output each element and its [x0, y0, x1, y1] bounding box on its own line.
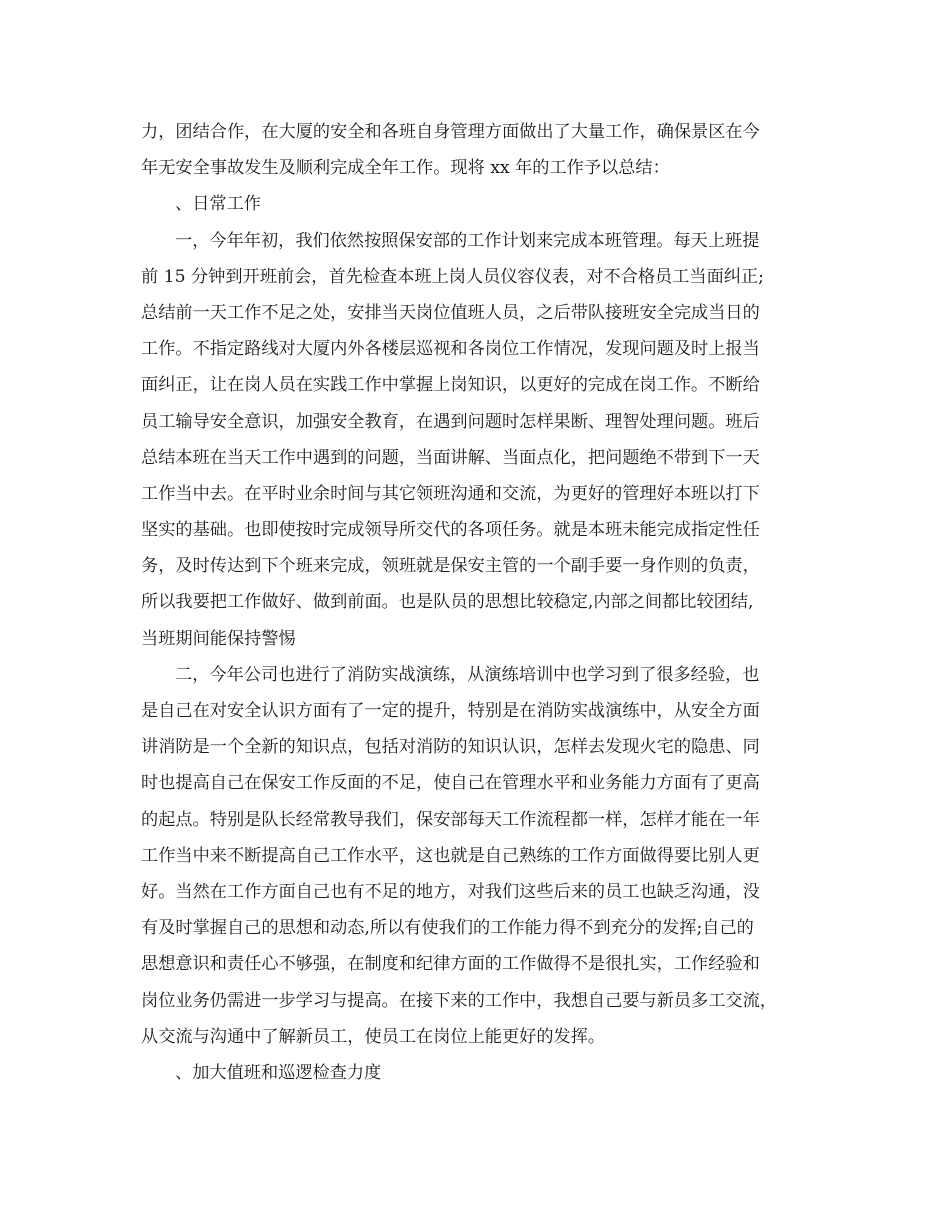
- text-line: 员工输导安全意识，加强安全教育，在遇到问题时怎样果断、理智处理问题。班后: [141, 411, 760, 432]
- paragraph-intro: [141, 114, 811, 186]
- text-line: 讲消防是一个全新的知识点，包括对消防的知识认识，怎样去发现火宅的隐患、同: [141, 737, 760, 758]
- paragraph-point-two: [141, 657, 811, 1055]
- paragraph-heading-daily: [141, 186, 811, 222]
- text-line: 、日常工作: [175, 194, 261, 215]
- text-line: 思想意识和责任心不够强，在制度和纪律方面的工作做得不是很扎实，工作经验和: [141, 954, 760, 975]
- text-line: 时也提高自己在保安工作反面的不足，使自己在管理水平和业务能力方面有了更高: [141, 773, 760, 794]
- text-line: 坚实的基础。也即使按时完成领导所交代的各项任务。就是本班未能完成指定性任: [141, 520, 760, 541]
- text-line: 力，团结合作，在大厦的安全和各班自身管理方面做出了大量工作，确保景区在今: [141, 122, 760, 142]
- text-line: 从交流与沟通中了解新员工，使员工在岗位上能更好的发挥。: [141, 1026, 606, 1047]
- text-line: 务，及时传达到下个班来完成，领班就是保安主管的一个副手要一身作则的负责，: [141, 556, 760, 577]
- text-line: 工作当中去。在平时业余时间与其它领班沟通和交流，为更好的管理好本班以打下: [141, 483, 760, 504]
- text-line: 前 15 分钟到开班前会，首先检查本班上岗人员仪容仪表，对不合格员工当面纠正;: [141, 266, 764, 287]
- paragraph-point-one: [141, 223, 811, 657]
- text-line: 的起点。特别是队长经常教导我们，保安部每天工作流程都一样，怎样才能在一年: [141, 809, 760, 830]
- text-line: 工作当中来不断提高自己工作水平，这也就是自己熟练的工作方面做得要比别人更: [141, 845, 760, 866]
- text-line: 总结本班在当天工作中遇到的问题，当面讲解、当面点化，把问题绝不带到下一天: [141, 447, 760, 468]
- text-line: 年无安全事故发生及顺利完成全年工作。现将 xx 年的工作予以总结：: [141, 158, 670, 179]
- text-line: 是自己在对安全认识方面有了一定的提升，特别是在消防实战演练中，从安全方面: [141, 701, 760, 721]
- text-line: 所以我要把工作做好、做到前面。也是队员的思想比较稳定,内部之间都比较团结,: [141, 592, 754, 613]
- text-line: 工作。不指定路线对大厦内外各楼层巡视和各岗位工作情况，发现问题及时上报当: [141, 339, 760, 360]
- text-line: 岗位业务仍需进一步学习与提高。在接下来的工作中，我想自己要与新员多工交流，: [141, 990, 777, 1011]
- text-line: 总结前一天工作不足之处，安排当天岗位值班人员，之后带队接班安全完成当日的: [141, 302, 760, 323]
- text-line: 当班期间能保持警惕: [141, 628, 296, 649]
- text-line: 面纠正，让在岗人员在实践工作中掌握上岗知识，以更好的完成在岗工作。不断给: [141, 375, 760, 396]
- text-line: 有及时掌握自己的思想和动态,所以有使我们的工作能力得不到充分的发挥;自己的: [141, 918, 754, 939]
- document-body: [141, 114, 811, 1091]
- text-line: 一，今年年初，我们依然按照保安部的工作计划来完成本班管理。每天上班提: [175, 230, 760, 251]
- text-line: 二，今年公司也进行了消防实战演练，从演练培训中也学习到了很多经验，也: [175, 664, 760, 685]
- text-line: 、加大值班和巡逻检查力度: [175, 1062, 382, 1083]
- paragraph-heading-patrol: [141, 1055, 811, 1091]
- text-line: 好。当然在工作方面自己也有不足的地方，对我们这些后来的员工也缺乏沟通，没: [141, 881, 760, 902]
